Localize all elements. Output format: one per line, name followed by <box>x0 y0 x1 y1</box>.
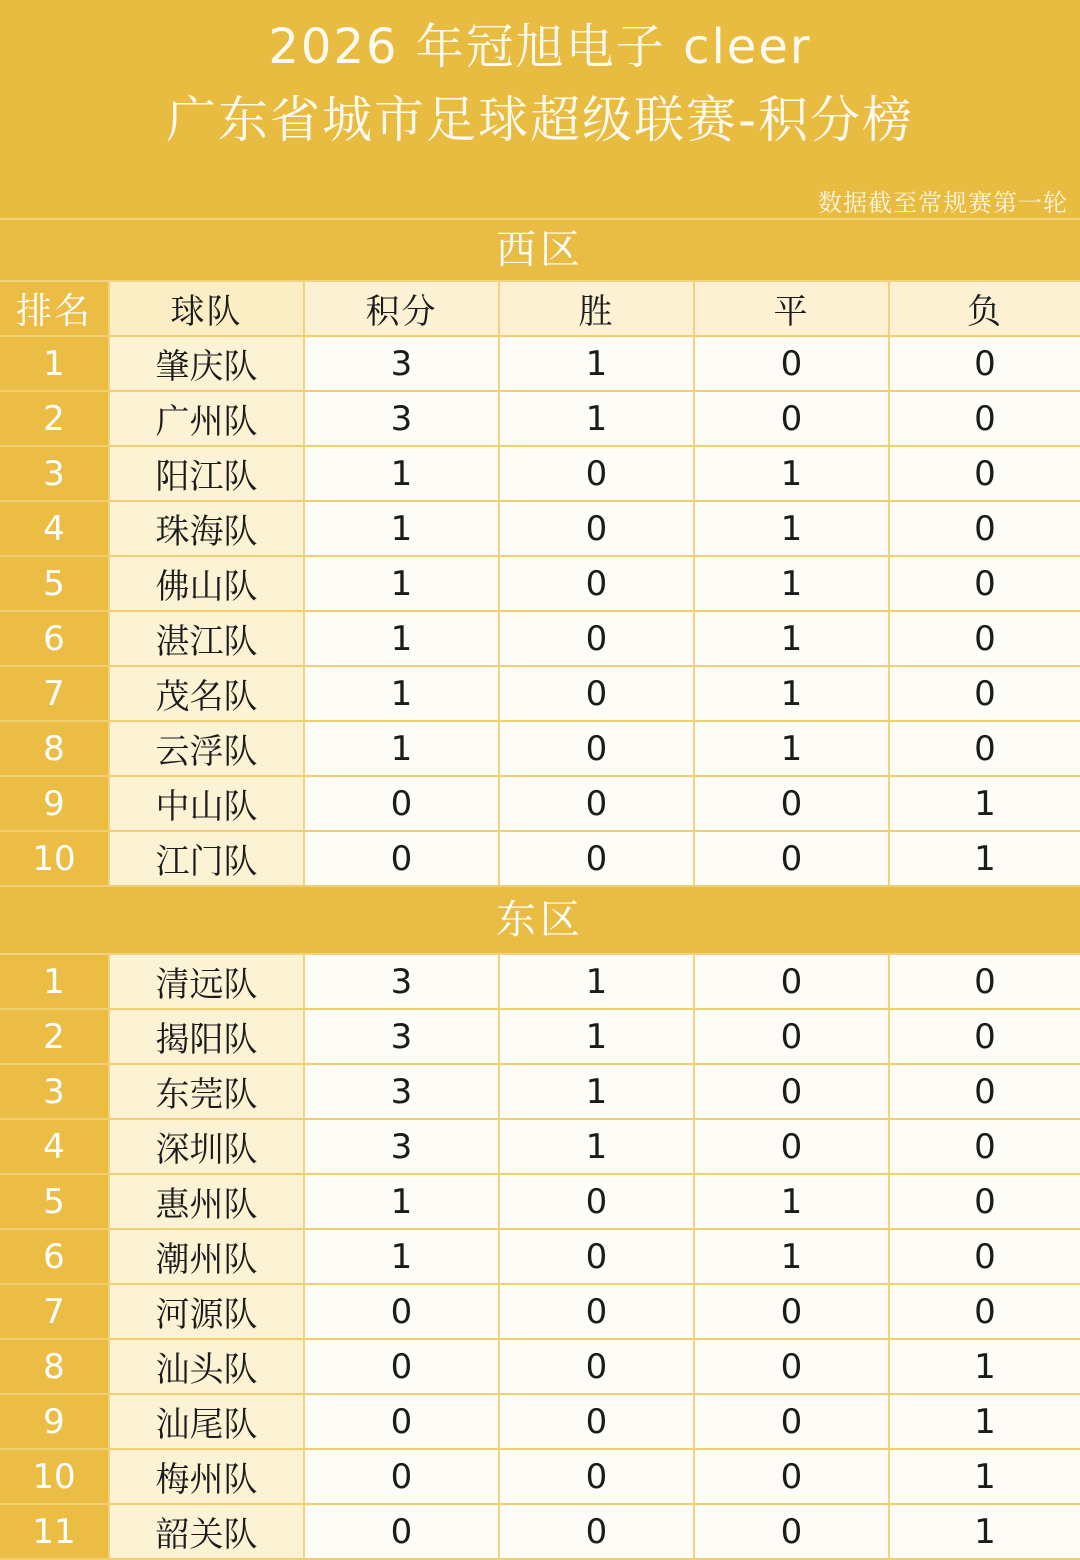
losses-cell: 0 <box>890 392 1080 445</box>
rank-cell: 2 <box>0 392 110 445</box>
draws-cell: 1 <box>695 447 890 500</box>
team-name-cell: 中山队 <box>110 777 305 830</box>
table-row <box>0 447 1080 502</box>
team-name-cell: 梅州队 <box>110 1450 305 1503</box>
col-header-draws: 平 <box>695 282 890 335</box>
draws-cell: 0 <box>695 955 890 1008</box>
draws-cell: 1 <box>695 557 890 610</box>
table-row <box>0 1010 1080 1065</box>
team-name-cell: 揭阳队 <box>110 1010 305 1063</box>
team-name-cell: 茂名队 <box>110 667 305 720</box>
rank-cell: 3 <box>0 1065 110 1118</box>
page-title-line2: 广东省城市足球超级联赛-积分榜 <box>165 91 915 149</box>
points-cell: 0 <box>305 1450 500 1503</box>
losses-cell: 0 <box>890 667 1080 720</box>
points-cell: 0 <box>305 1285 500 1338</box>
team-name-cell: 阳江队 <box>110 447 305 500</box>
draws-cell: 1 <box>695 612 890 665</box>
points-cell: 1 <box>305 722 500 775</box>
losses-cell: 0 <box>890 955 1080 1008</box>
table-row <box>0 1065 1080 1120</box>
team-name-cell: 韶关队 <box>110 1505 305 1558</box>
losses-cell: 0 <box>890 1120 1080 1173</box>
draws-cell: 0 <box>695 1120 890 1173</box>
table-row <box>0 777 1080 832</box>
wins-cell: 1 <box>500 955 695 1008</box>
team-name-cell: 惠州队 <box>110 1175 305 1228</box>
team-name-cell: 广州队 <box>110 392 305 445</box>
west-section-title: 西区 <box>0 220 1080 282</box>
table-row <box>0 1395 1080 1450</box>
wins-cell: 0 <box>500 1285 695 1338</box>
team-name-cell: 东莞队 <box>110 1065 305 1118</box>
points-cell: 1 <box>305 612 500 665</box>
rank-cell: 7 <box>0 667 110 720</box>
table-row <box>0 1505 1080 1560</box>
team-name-cell: 汕头队 <box>110 1340 305 1393</box>
rank-cell: 9 <box>0 1395 110 1448</box>
points-cell: 1 <box>305 667 500 720</box>
losses-cell: 1 <box>890 1395 1080 1448</box>
team-name-cell: 云浮队 <box>110 722 305 775</box>
wins-cell: 1 <box>500 337 695 390</box>
rank-cell: 8 <box>0 1340 110 1393</box>
team-name-cell: 肇庆队 <box>110 337 305 390</box>
rank-cell: 3 <box>0 447 110 500</box>
wins-cell: 0 <box>500 832 695 885</box>
losses-cell: 0 <box>890 1230 1080 1283</box>
team-name-cell: 珠海队 <box>110 502 305 555</box>
team-name-cell: 佛山队 <box>110 557 305 610</box>
team-name-cell: 汕尾队 <box>110 1395 305 1448</box>
losses-cell: 1 <box>890 1340 1080 1393</box>
wins-cell: 1 <box>500 1065 695 1118</box>
draws-cell: 0 <box>695 1010 890 1063</box>
losses-cell: 1 <box>890 832 1080 885</box>
draws-cell: 0 <box>695 1450 890 1503</box>
rank-cell: 5 <box>0 557 110 610</box>
points-cell: 0 <box>305 1505 500 1558</box>
wins-cell: 0 <box>500 612 695 665</box>
wins-cell: 0 <box>500 447 695 500</box>
losses-cell: 0 <box>890 1175 1080 1228</box>
table-row <box>0 612 1080 667</box>
losses-cell: 0 <box>890 722 1080 775</box>
team-name-cell: 清远队 <box>110 955 305 1008</box>
draws-cell: 0 <box>695 1395 890 1448</box>
team-name-cell: 湛江队 <box>110 612 305 665</box>
wins-cell: 1 <box>500 392 695 445</box>
wins-cell: 1 <box>500 1010 695 1063</box>
points-cell: 1 <box>305 1230 500 1283</box>
draws-cell: 0 <box>695 1340 890 1393</box>
draws-cell: 0 <box>695 777 890 830</box>
points-cell: 1 <box>305 502 500 555</box>
rank-cell: 4 <box>0 502 110 555</box>
rank-cell: 4 <box>0 1120 110 1173</box>
table-row <box>0 1450 1080 1505</box>
rank-cell: 8 <box>0 722 110 775</box>
east-standings-table <box>0 955 1080 1560</box>
column-header-row <box>0 282 1080 337</box>
wins-cell: 0 <box>500 777 695 830</box>
wins-cell: 0 <box>500 1175 695 1228</box>
wins-cell: 0 <box>500 1505 695 1558</box>
col-header-losses: 负 <box>890 282 1080 335</box>
wins-cell: 0 <box>500 1395 695 1448</box>
team-name-cell: 河源队 <box>110 1285 305 1338</box>
rank-cell: 1 <box>0 955 110 1008</box>
rank-cell: 10 <box>0 1450 110 1503</box>
losses-cell: 0 <box>890 502 1080 555</box>
points-cell: 3 <box>305 955 500 1008</box>
rank-cell: 1 <box>0 337 110 390</box>
col-header-points: 积分 <box>305 282 500 335</box>
team-name-cell: 深圳队 <box>110 1120 305 1173</box>
losses-cell: 0 <box>890 1285 1080 1338</box>
table-row <box>0 502 1080 557</box>
table-row <box>0 337 1080 392</box>
wins-cell: 0 <box>500 1230 695 1283</box>
col-header-wins: 胜 <box>500 282 695 335</box>
col-header-team: 球队 <box>110 282 305 335</box>
points-cell: 1 <box>305 557 500 610</box>
east-section-title: 东区 <box>0 887 1080 955</box>
draws-cell: 0 <box>695 1065 890 1118</box>
points-cell: 0 <box>305 1395 500 1448</box>
losses-cell: 1 <box>890 777 1080 830</box>
rank-cell: 9 <box>0 777 110 830</box>
draws-cell: 1 <box>695 667 890 720</box>
draws-cell: 1 <box>695 502 890 555</box>
rank-cell: 7 <box>0 1285 110 1338</box>
points-cell: 1 <box>305 447 500 500</box>
wins-cell: 0 <box>500 1450 695 1503</box>
page-title-line1: 2026 年冠旭电子 cleer <box>268 19 812 75</box>
table-row <box>0 1285 1080 1340</box>
wins-cell: 0 <box>500 667 695 720</box>
wins-cell: 0 <box>500 722 695 775</box>
header <box>0 0 1080 220</box>
table-row <box>0 392 1080 447</box>
table-row <box>0 1340 1080 1395</box>
points-cell: 3 <box>305 1120 500 1173</box>
team-name-cell: 江门队 <box>110 832 305 885</box>
points-cell: 0 <box>305 832 500 885</box>
draws-cell: 1 <box>695 722 890 775</box>
team-name-cell: 潮州队 <box>110 1230 305 1283</box>
rank-cell: 2 <box>0 1010 110 1063</box>
points-cell: 3 <box>305 1010 500 1063</box>
points-cell: 0 <box>305 777 500 830</box>
points-cell: 3 <box>305 392 500 445</box>
points-cell: 1 <box>305 1175 500 1228</box>
losses-cell: 0 <box>890 447 1080 500</box>
losses-cell: 0 <box>890 337 1080 390</box>
draws-cell: 0 <box>695 392 890 445</box>
rank-cell: 6 <box>0 612 110 665</box>
draws-cell: 0 <box>695 337 890 390</box>
points-cell: 3 <box>305 337 500 390</box>
draws-cell: 0 <box>695 1505 890 1558</box>
points-cell: 0 <box>305 1340 500 1393</box>
table-row <box>0 955 1080 1010</box>
wins-cell: 1 <box>500 1120 695 1173</box>
table-row <box>0 722 1080 777</box>
rank-cell: 11 <box>0 1505 110 1558</box>
data-cutoff-note: 数据截至常规赛第一轮 <box>818 189 1068 217</box>
wins-cell: 0 <box>500 557 695 610</box>
rank-cell: 6 <box>0 1230 110 1283</box>
losses-cell: 1 <box>890 1450 1080 1503</box>
wins-cell: 0 <box>500 1340 695 1393</box>
table-row <box>0 1120 1080 1175</box>
table-row <box>0 1175 1080 1230</box>
table-row <box>0 1230 1080 1285</box>
draws-cell: 1 <box>695 1175 890 1228</box>
west-standings-table <box>0 337 1080 887</box>
draws-cell: 0 <box>695 832 890 885</box>
losses-cell: 0 <box>890 1010 1080 1063</box>
rank-cell: 10 <box>0 832 110 885</box>
points-cell: 3 <box>305 1065 500 1118</box>
losses-cell: 1 <box>890 1505 1080 1558</box>
draws-cell: 1 <box>695 1230 890 1283</box>
table-row <box>0 832 1080 887</box>
rank-cell: 5 <box>0 1175 110 1228</box>
table-row <box>0 667 1080 722</box>
losses-cell: 0 <box>890 612 1080 665</box>
col-header-rank: 排名 <box>0 282 110 335</box>
losses-cell: 0 <box>890 1065 1080 1118</box>
losses-cell: 0 <box>890 557 1080 610</box>
wins-cell: 0 <box>500 502 695 555</box>
table-row <box>0 557 1080 612</box>
draws-cell: 0 <box>695 1285 890 1338</box>
